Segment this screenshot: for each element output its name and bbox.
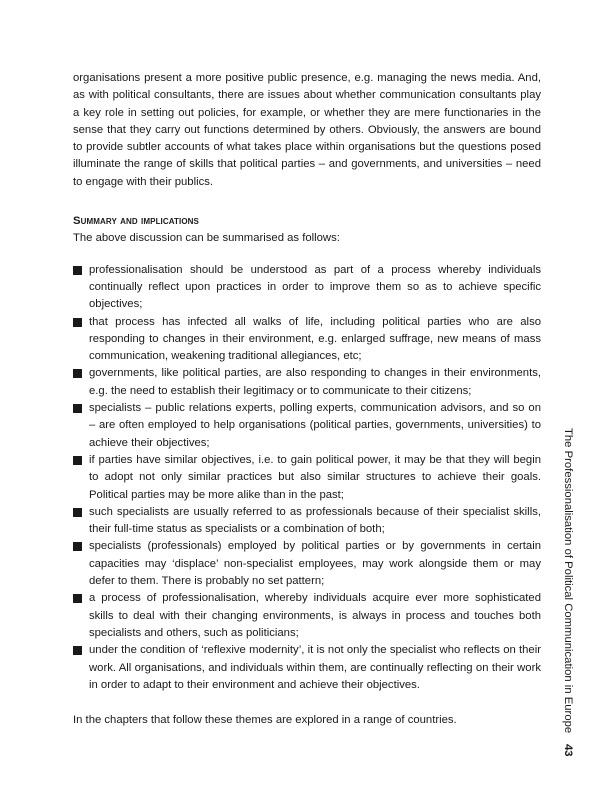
opening-paragraph: organisations present a more positive public presence, e.g. managing the news media. And, as with political consultants, there are issues about whether communication consultants play a key role in setting out policies, for example, or whether they are mere functionaries in the sense that they carry out functions determined by others. Obviously, the answers are bound to provide subtler accounts of what takes place within organisations but the questions posed illuminate the range of skills that political parties – and governments, and universities – need to engage with their publics. xyxy=(73,72,541,188)
summary-item-text: such specialists are usually referred to as professionals because of their specialist skills, their full-time status as specialists or a combination of both; xyxy=(89,505,541,536)
summary-item xyxy=(73,400,541,452)
summary-item xyxy=(73,365,541,400)
summary-item-text: if parties have similar objectives, i.e. to gain political power, it may be that they will begin to adopt not only similar practices but also similar structures to achieve their goals. Political parties may be more alike than in the past; xyxy=(89,453,541,501)
square-bullet-icon xyxy=(73,508,82,517)
square-bullet-icon xyxy=(73,646,82,655)
summary-item xyxy=(73,262,541,314)
summary-item xyxy=(73,504,541,539)
summary-item-text: that process has infected all walks of life, including political parties who are also responding to changes in their environment, e.g. enlarged suffrage, new means of mass communication, weakening traditional allegiances, etc; xyxy=(89,315,541,363)
summary-item-text: professionalisation should be understood as part of a process whereby individuals continually reflect upon practices in order to improve them so as to achieve specific objectives; xyxy=(89,263,541,311)
summary-item-text: a process of professionalisation, whereby individuals acquire ever more sophisticated skills to deal with their changing environments, is always in process and touches both specialists and others, such as politicians; xyxy=(89,592,541,639)
summary-item-text: specialists – public relations experts, polling experts, communication advisors, and so on – are often employed to help organisations (political parties, governments, universities) to achieve their objectives; xyxy=(89,402,541,449)
square-bullet-icon xyxy=(73,456,82,465)
page-body xyxy=(73,70,541,729)
summary-item xyxy=(73,538,541,590)
square-bullet-icon xyxy=(73,594,82,603)
summary-list xyxy=(73,262,541,694)
closing-paragraph: In the chapters that follow these themes are explored in a range of countries. xyxy=(73,714,457,727)
page-number: 43 xyxy=(562,744,574,757)
summary-item xyxy=(73,642,541,694)
square-bullet-icon xyxy=(73,318,82,327)
running-header xyxy=(557,428,579,773)
square-bullet-icon xyxy=(73,542,82,551)
summary-item-text: governments, like political parties, are also responding to changes in their environments, e.g. the need to establish their legitimacy or to communicate to their citizens; xyxy=(89,367,541,397)
summary-item xyxy=(73,590,541,642)
summary-item xyxy=(73,314,541,366)
running-title: The Professionalisation of Political Communication in Europe xyxy=(562,428,574,734)
section-intro: The above discussion can be summarised as follows: xyxy=(73,232,340,245)
summary-item-text: under the condition of ‘reflexive modernity’, it is not only the specialist who reflects on their work. All organisations, and individuals within them, are continually reflecting on their work in order to adapt to their environment and achieve their objectives. xyxy=(89,644,541,691)
section-heading: Summary and implications xyxy=(73,215,199,228)
square-bullet-icon xyxy=(73,404,82,413)
square-bullet-icon xyxy=(73,266,82,275)
square-bullet-icon xyxy=(73,369,82,378)
summary-item xyxy=(73,452,541,504)
summary-item-text: specialists (professionals) employed by political parties or by governments in certain capacities may ‘displace’ non-specialist employees, may work alongside them or may defer to them. There is probably no set pattern; xyxy=(89,540,541,588)
